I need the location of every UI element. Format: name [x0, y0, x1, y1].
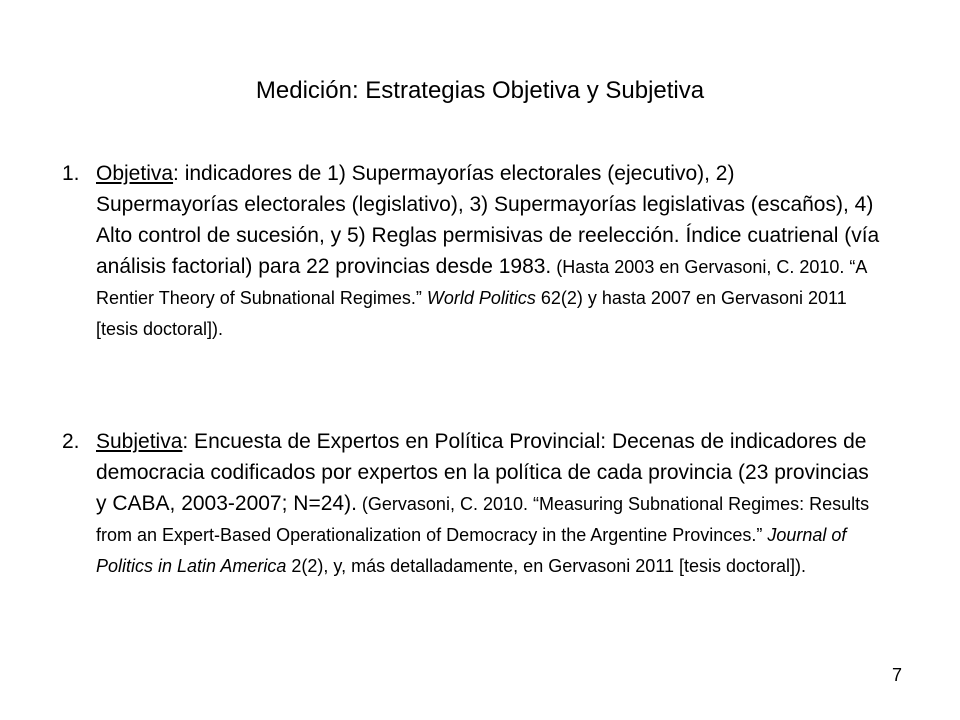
list-item-body	[96, 426, 882, 581]
citation-text-end: 62(2) y hasta 2007 en Gervasoni 2011 [tesis doctoral]).	[96, 288, 847, 339]
item-text: : indicadores de 1) Supermayorías electorales (ejecutivo), 2) Supermayorías electorales (legislativo), 3) Supermayorías legislativas (escaños), 4) Alto control de sucesión, y 5) Reglas permisivas de reelección. Índice cuatrienal (vía análisis factorial) para 22 provincias desde 1983.	[96, 162, 880, 278]
list-item-number: 1.	[62, 162, 80, 185]
list-item-objetiva	[62, 158, 882, 344]
journal-name: Journal of Politics in Latin America	[96, 525, 847, 576]
journal-name: World Politics	[426, 288, 536, 308]
page-number: 7	[891, 665, 902, 685]
list-item-number: 2.	[62, 430, 80, 453]
term-objetiva: Objetiva	[96, 162, 174, 185]
list-item-subjetiva	[62, 426, 882, 581]
citation-text: (Gervasoni, C. 2010. “Measuring Subnational Regimes: Results from an Expert-Based Operationalization of Democracy in the Argentine Provinces.”	[96, 494, 870, 545]
item-text: : Encuesta de Expertos en Política Provincial: Decenas de indicadores de democracia codificados por expertos en la política de cada provincia (23 provincias y CABA, 2003-2007; N=24).	[96, 430, 869, 515]
citation-text: (Hasta 2003 en Gervasoni, C. 2010. “A Rentier Theory of Subnational Regimes.”	[96, 257, 867, 308]
term-subjetiva: Subjetiva	[96, 430, 183, 453]
slide-title: Medición: Estrategias Objetiva y Subjetiva	[255, 77, 705, 104]
list-item-body	[96, 158, 882, 344]
citation-text-end: 2(2), y, más detalladamente, en Gervasoni 2011 [tesis doctoral]).	[286, 556, 806, 576]
